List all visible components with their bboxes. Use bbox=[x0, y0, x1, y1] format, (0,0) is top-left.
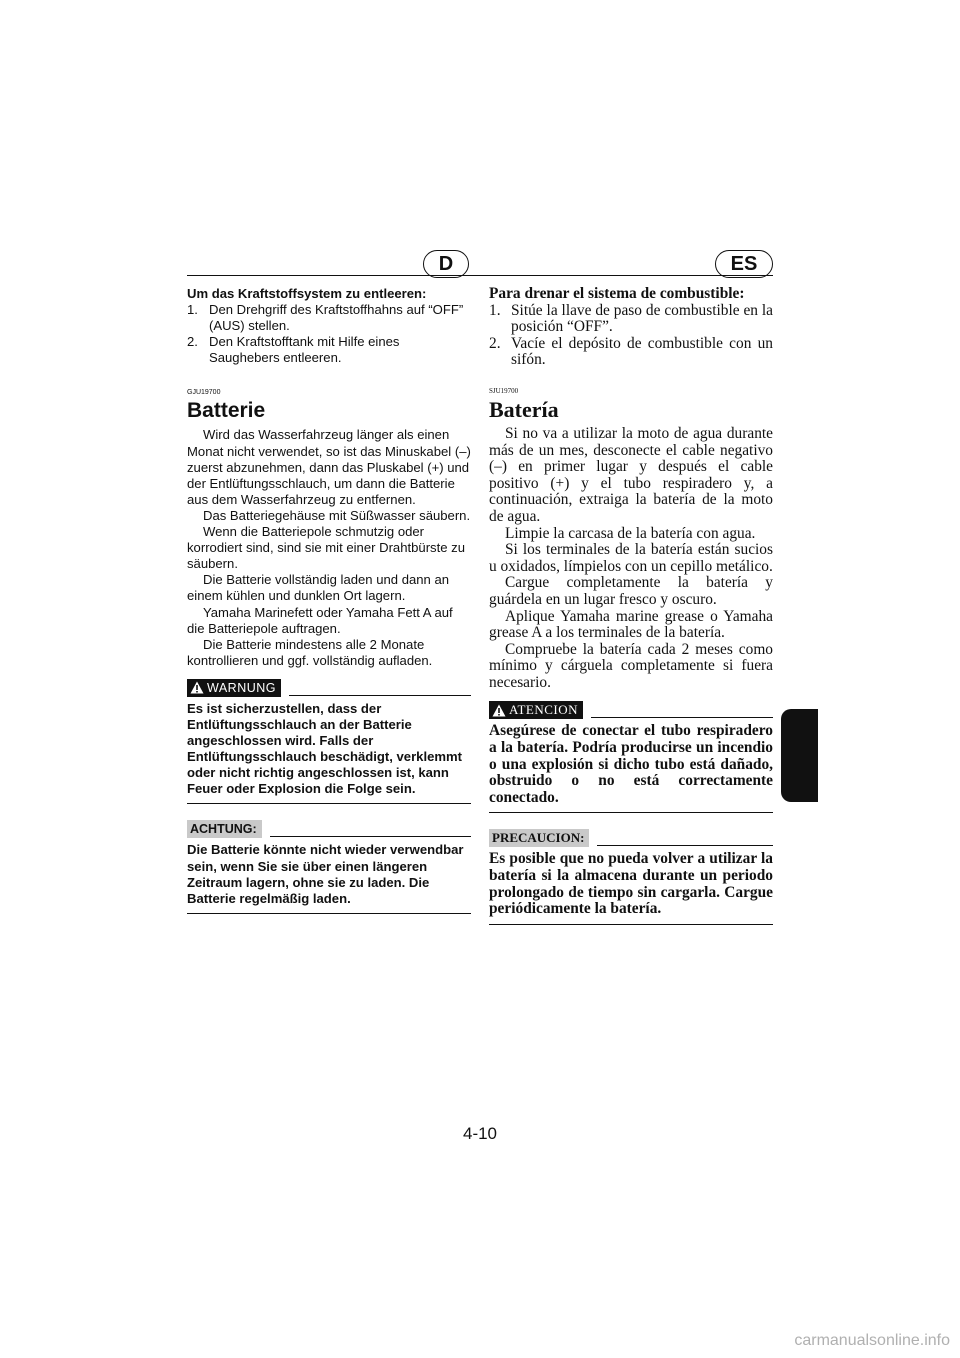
warning-header bbox=[489, 701, 773, 719]
column-german bbox=[187, 286, 471, 914]
paragraph: Limpie la carcasa de la batería con agua. bbox=[505, 524, 756, 542]
step-number: 2. bbox=[489, 334, 501, 352]
page-number: 4-10 bbox=[462, 1124, 498, 1143]
paragraph: Das Batteriegehäuse mit Süßwasser säubern. bbox=[203, 507, 471, 523]
caution-header bbox=[489, 829, 773, 847]
warning-text: Es ist sicherzustellen, dass der Entlüftungsschlauch an der Batterie angeschlossen wird. Falls der Entlüftungsschlauch beschädigt, verklemmt oder nicht richtig angeschlossen ist, kann Feuer oder Explosion die Folge sein. bbox=[187, 701, 471, 805]
step-item bbox=[187, 334, 471, 366]
paragraph: Yamaha Marinefett oder Yamaha Fett A auf die Batteriepole auftragen. bbox=[187, 604, 453, 636]
watermark: carmanualsonline.info bbox=[794, 1332, 950, 1349]
paragraph: Si no va a utilizar la moto de agua durante más de un mes, desconecte el cable negativo (–) en primer lugar y después el cable positivo (+) y el tubo respiradero y, a continuación, extraiga la batería de la moto de agua. bbox=[489, 424, 773, 525]
warning-text: Asegúrese de conectar el tubo respiradero a la batería. Podría producirse un incendio o una explosión si dicho tubo está dañado, obstruido o no está correctamente conectado. bbox=[489, 723, 773, 813]
column-spanish bbox=[489, 286, 773, 925]
drain-heading: Um das Kraftstoffsystem zu entleeren: bbox=[187, 286, 427, 301]
caution-label: PRECAUCION: bbox=[489, 829, 589, 847]
caution-text: Es posible que no pueda volver a utilizar la batería si la almacena durante un periodo prolongado de tiempo sin cargarla. Cargue periódicamente la batería. bbox=[489, 851, 773, 924]
chapter-thumb-tab bbox=[781, 709, 818, 802]
warning-label bbox=[489, 701, 583, 719]
paragraph: Compruebe la batería cada 2 meses como mínimo y cárguela completamente si fuera necesario. bbox=[489, 640, 773, 691]
language-badge-es-label: ES bbox=[730, 252, 758, 275]
warning-triangle-icon bbox=[492, 704, 506, 717]
step-text: Den Kraftstofftank mit Hilfe eines Saughebers entleeren. bbox=[209, 334, 400, 366]
warning-rule bbox=[591, 717, 773, 718]
drain-heading: Para drenar el sistema de combustible: bbox=[489, 285, 745, 302]
warning-label bbox=[187, 679, 281, 697]
step-number: 1. bbox=[489, 301, 501, 319]
section-title: Batería bbox=[489, 396, 559, 422]
section-code: SJU19700 bbox=[489, 386, 519, 395]
section-title: Batterie bbox=[187, 399, 266, 423]
step-item bbox=[489, 336, 773, 369]
header-divider bbox=[187, 275, 773, 276]
paragraph: Aplique Yamaha marine grease o Yamaha grease A a los terminales de la batería. bbox=[489, 607, 773, 642]
paragraph: Die Batterie vollständig laden und dann an einem kühlen und dunklen Ort lagern. bbox=[187, 572, 450, 604]
step-item bbox=[187, 302, 471, 334]
language-badge-es bbox=[715, 250, 773, 278]
caution-rule bbox=[270, 836, 471, 837]
step-text: Vacíe el depósito de combustible con un sifón. bbox=[511, 334, 773, 369]
step-number: 2. bbox=[187, 334, 198, 350]
caution-label: ACHTUNG: bbox=[187, 820, 262, 838]
paragraph: Si los terminales de la batería están sucios u oxidados, límpielos con un cepillo metálico. bbox=[489, 541, 773, 575]
step-text: Sitúe la llave de paso de combustible en la posición “OFF”. bbox=[511, 301, 773, 336]
warning-label-text: WARNUNG bbox=[207, 680, 277, 695]
language-badge-de-label: D bbox=[438, 252, 454, 275]
caution-header bbox=[187, 820, 471, 838]
warning-label-text: ATENCION bbox=[509, 702, 578, 718]
language-badge-de bbox=[423, 250, 469, 278]
warning-header bbox=[187, 679, 471, 697]
paragraph: Wird das Wasserfahrzeug länger als einen Monat nicht verwendet, so ist das Minuskabel (–) zuerst abzunehmen, dann das Pluskabel (+) und der Entlüftungsschlauch, um dann die Batterie aus dem Wasserfahrzeug zu entfernen. bbox=[187, 427, 471, 507]
section-code: GJU19700 bbox=[187, 389, 221, 397]
caution-text: Die Batterie könnte nicht wieder verwendbar sein, wenn Sie sie über einen längeren Zeitraum lagern, ohne sie zu laden. Die Batterie regelmäßig laden. bbox=[187, 842, 471, 913]
paragraph: Die Batterie mindestens alle 2 Monate kontrollieren und ggf. vollständig aufladen. bbox=[187, 636, 433, 668]
step-text: Den Drehgriff des Kraftstoffhahns auf “OFF” (AUS) stellen. bbox=[209, 302, 464, 334]
caution-rule bbox=[597, 845, 773, 846]
step-number: 1. bbox=[187, 302, 198, 318]
warning-rule bbox=[289, 695, 471, 696]
paragraph: Wenn die Batteriepole schmutzig oder korrodiert sind, sind sie mit einer Drahtbürste zu säubern. bbox=[187, 524, 465, 572]
step-item bbox=[489, 303, 773, 336]
warning-triangle-icon bbox=[190, 681, 204, 694]
paragraph: Cargue completamente la batería y guárdela en un lugar fresco y oscuro. bbox=[489, 574, 773, 608]
